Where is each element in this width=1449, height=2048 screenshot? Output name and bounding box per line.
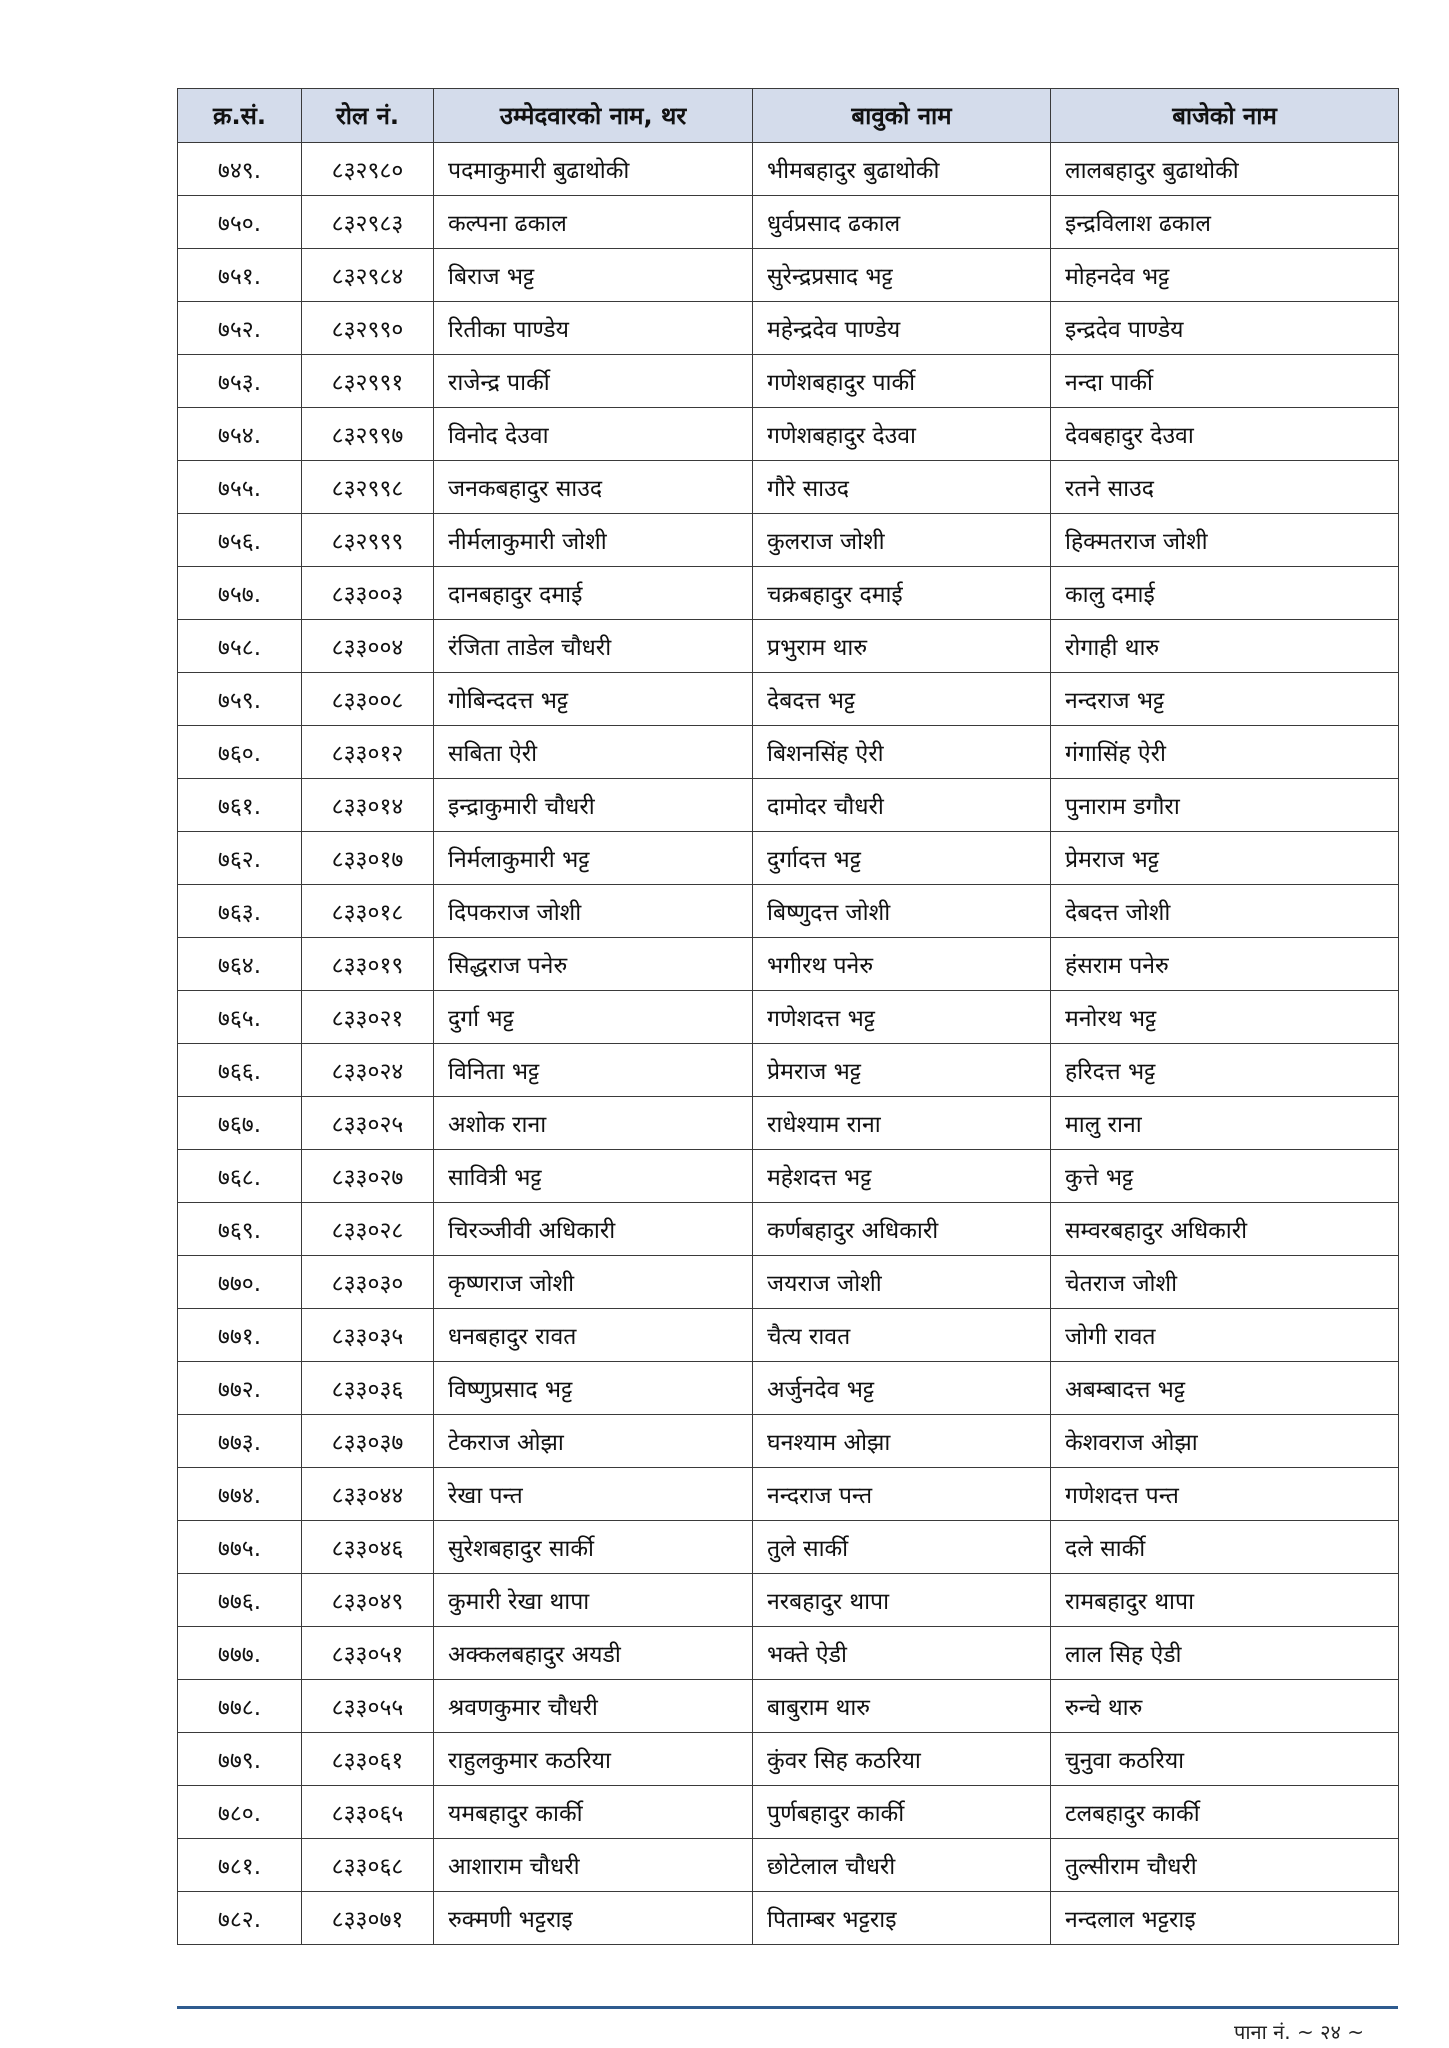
father-name-cell: दामोदर चौधरी [753, 779, 1051, 832]
serial-cell: ७५०. [178, 196, 302, 249]
candidate-name-cell: चिरञ्जीवी अधिकारी [434, 1203, 753, 1256]
candidate-name-cell: नीर्मलाकुमारी जोशी [434, 514, 753, 567]
father-name-cell: बाबुराम थारु [753, 1680, 1051, 1733]
roll-cell: ८३२९९० [302, 302, 434, 355]
table-row [178, 196, 1399, 249]
roll-cell: ८३३०६८ [302, 1839, 434, 1892]
table-row [178, 355, 1399, 408]
footer-divider [177, 2006, 1398, 2009]
father-name-cell: चक्रबहादुर दमाई [753, 567, 1051, 620]
grandfather-name-cell: चुनुवा कठरिया [1051, 1733, 1399, 1786]
grandfather-name-cell: लाल सिह ऐडी [1051, 1627, 1399, 1680]
father-name-cell: देबदत्त भट्ट [753, 673, 1051, 726]
roll-cell: ८३३०४६ [302, 1521, 434, 1574]
table-row [178, 249, 1399, 302]
candidate-name-cell: आशाराम चौधरी [434, 1839, 753, 1892]
roll-cell: ८३३०४४ [302, 1468, 434, 1521]
father-name-cell: बिष्णुदत्त जोशी [753, 885, 1051, 938]
grandfather-name-cell: पुनाराम डगौरा [1051, 779, 1399, 832]
table-row [178, 1839, 1399, 1892]
grandfather-name-cell: टलबहादुर कार्की [1051, 1786, 1399, 1839]
serial-cell: ७८२. [178, 1892, 302, 1945]
serial-cell: ७७०. [178, 1256, 302, 1309]
table-body [178, 143, 1399, 1945]
table-row [178, 1468, 1399, 1521]
father-name-cell: गणेशबहादुर पार्की [753, 355, 1051, 408]
page-number-value: ~ २४ ~ [1296, 2020, 1364, 2044]
header-candidate-name: उम्मेदवारको नाम, थर [434, 89, 753, 143]
grandfather-name-cell: रामबहादुर थापा [1051, 1574, 1399, 1627]
serial-cell: ७५२. [178, 302, 302, 355]
roll-cell: ८३३०१८ [302, 885, 434, 938]
table-row [178, 461, 1399, 514]
grandfather-name-cell: चेतराज जोशी [1051, 1256, 1399, 1309]
table-row [178, 143, 1399, 196]
father-name-cell: गणेशबहादुर देउवा [753, 408, 1051, 461]
header-serial: क्र.सं. [178, 89, 302, 143]
father-name-cell: पिताम्बर भट्टराइ [753, 1892, 1051, 1945]
candidate-name-cell: रेखा पन्त [434, 1468, 753, 1521]
roll-cell: ८३३०३६ [302, 1362, 434, 1415]
candidate-name-cell: दानबहादुर दमाई [434, 567, 753, 620]
table-row [178, 832, 1399, 885]
roll-cell: ८३३०६१ [302, 1733, 434, 1786]
serial-cell: ७५४. [178, 408, 302, 461]
candidate-name-cell: निर्मलाकुमारी भट्ट [434, 832, 753, 885]
table-row [178, 1044, 1399, 1097]
table-row [178, 1733, 1399, 1786]
serial-cell: ७७५. [178, 1521, 302, 1574]
table-row [178, 1415, 1399, 1468]
candidate-name-cell: राजेन्द्र पार्की [434, 355, 753, 408]
serial-cell: ७५६. [178, 514, 302, 567]
father-name-cell: नरबहादुर थापा [753, 1574, 1051, 1627]
father-name-cell: प्रेमराज भट्ट [753, 1044, 1051, 1097]
table-row [178, 1892, 1399, 1945]
roll-cell: ८३३०४९ [302, 1574, 434, 1627]
roll-cell: ८३२९९७ [302, 408, 434, 461]
candidate-name-cell: सिद्धराज पनेरु [434, 938, 753, 991]
serial-cell: ७६६. [178, 1044, 302, 1097]
roll-cell: ८३३००४ [302, 620, 434, 673]
serial-cell: ७६७. [178, 1097, 302, 1150]
father-name-cell: चैत्य रावत [753, 1309, 1051, 1362]
father-name-cell: भीमबहादुर बुढाथोकी [753, 143, 1051, 196]
table-row [178, 514, 1399, 567]
grandfather-name-cell: गंगासिंह ऐरी [1051, 726, 1399, 779]
grandfather-name-cell: देबदत्त जोशी [1051, 885, 1399, 938]
candidate-name-cell: अशोक राना [434, 1097, 753, 1150]
grandfather-name-cell: हरिदत्त भट्ट [1051, 1044, 1399, 1097]
candidate-name-cell: गोबिन्ददत्त भट्ट [434, 673, 753, 726]
serial-cell: ७६१. [178, 779, 302, 832]
header-father-name: बावुको नाम [753, 89, 1051, 143]
grandfather-name-cell: सम्वरबहादुर अधिकारी [1051, 1203, 1399, 1256]
candidate-name-cell: सबिता ऐरी [434, 726, 753, 779]
father-name-cell: बिशनसिंह ऐरी [753, 726, 1051, 779]
father-name-cell: तुले सार्की [753, 1521, 1051, 1574]
serial-cell: ७७६. [178, 1574, 302, 1627]
serial-cell: ७७९. [178, 1733, 302, 1786]
serial-cell: ७७१. [178, 1309, 302, 1362]
grandfather-name-cell: नन्दा पार्की [1051, 355, 1399, 408]
candidate-name-cell: टेकराज ओझा [434, 1415, 753, 1468]
grandfather-name-cell: प्रेमराज भट्ट [1051, 832, 1399, 885]
grandfather-name-cell: हिक्मतराज जोशी [1051, 514, 1399, 567]
table-row [178, 567, 1399, 620]
father-name-cell: कुंवर सिह कठरिया [753, 1733, 1051, 1786]
father-name-cell: अर्जुनदेव भट्ट [753, 1362, 1051, 1415]
table-row [178, 1680, 1399, 1733]
grandfather-name-cell: अबम्बादत्त भट्ट [1051, 1362, 1399, 1415]
table-row [178, 673, 1399, 726]
roll-cell: ८३३०२४ [302, 1044, 434, 1097]
candidate-name-cell: कल्पना ढकाल [434, 196, 753, 249]
table-row [178, 408, 1399, 461]
roll-cell: ८३२९८० [302, 143, 434, 196]
candidate-name-cell: यमबहादुर कार्की [434, 1786, 753, 1839]
roll-cell: ८३३०५५ [302, 1680, 434, 1733]
candidate-name-cell: विनोद देउवा [434, 408, 753, 461]
table-row [178, 1150, 1399, 1203]
table-row [178, 779, 1399, 832]
grandfather-name-cell: रोगाही थारु [1051, 620, 1399, 673]
serial-cell: ७६०. [178, 726, 302, 779]
candidate-table [177, 88, 1399, 1945]
serial-cell: ७७२. [178, 1362, 302, 1415]
roll-cell: ८३२९९८ [302, 461, 434, 514]
serial-cell: ७७८. [178, 1680, 302, 1733]
table-row [178, 726, 1399, 779]
grandfather-name-cell: रुन्चे थारु [1051, 1680, 1399, 1733]
candidate-name-cell: जनकबहादुर साउद [434, 461, 753, 514]
serial-cell: ७६८. [178, 1150, 302, 1203]
candidate-name-cell: कुमारी रेखा थापा [434, 1574, 753, 1627]
serial-cell: ७८०. [178, 1786, 302, 1839]
grandfather-name-cell: तुल्सीराम चौधरी [1051, 1839, 1399, 1892]
father-name-cell: जयराज जोशी [753, 1256, 1051, 1309]
roll-cell: ८३२९९९ [302, 514, 434, 567]
table-row [178, 885, 1399, 938]
serial-cell: ७६३. [178, 885, 302, 938]
father-name-cell: राधेश्याम राना [753, 1097, 1051, 1150]
table-row [178, 620, 1399, 673]
candidate-name-cell: सुरेशबहादुर सार्की [434, 1521, 753, 1574]
candidate-name-cell: सावित्री भट्ट [434, 1150, 753, 1203]
grandfather-name-cell: मालु राना [1051, 1097, 1399, 1150]
roll-cell: ८३३०२१ [302, 991, 434, 1044]
roll-cell: ८३३०३७ [302, 1415, 434, 1468]
table-row [178, 1256, 1399, 1309]
grandfather-name-cell: हंसराम पनेरु [1051, 938, 1399, 991]
father-name-cell: नन्दराज पन्त [753, 1468, 1051, 1521]
page-label: पाना नं. [1233, 2020, 1291, 2044]
father-name-cell: गणेशदत्त भट्ट [753, 991, 1051, 1044]
roll-cell: ८३३०२८ [302, 1203, 434, 1256]
grandfather-name-cell: नन्दराज भट्ट [1051, 673, 1399, 726]
table-row [178, 1574, 1399, 1627]
table-row [178, 302, 1399, 355]
serial-cell: ७५१. [178, 249, 302, 302]
table-row [178, 1786, 1399, 1839]
serial-cell: ७७४. [178, 1468, 302, 1521]
roll-cell: ८३३०५१ [302, 1627, 434, 1680]
candidate-name-cell: विनिता भट्ट [434, 1044, 753, 1097]
candidate-name-cell: रंजिता ताडेल चौधरी [434, 620, 753, 673]
grandfather-name-cell: केशवराज ओझा [1051, 1415, 1399, 1468]
candidate-name-cell: बिराज भट्ट [434, 249, 753, 302]
roll-cell: ८३३००८ [302, 673, 434, 726]
grandfather-name-cell: कुत्ते भट्ट [1051, 1150, 1399, 1203]
grandfather-name-cell: लालबहादुर बुढाथोकी [1051, 143, 1399, 196]
roll-cell: ८३३०२५ [302, 1097, 434, 1150]
roll-cell: ८३३०२७ [302, 1150, 434, 1203]
serial-cell: ७७७. [178, 1627, 302, 1680]
table-row [178, 938, 1399, 991]
grandfather-name-cell: मनोरथ भट्ट [1051, 991, 1399, 1044]
roll-cell: ८३३०७१ [302, 1892, 434, 1945]
serial-cell: ७५३. [178, 355, 302, 408]
father-name-cell: घनश्याम ओझा [753, 1415, 1051, 1468]
table-row [178, 991, 1399, 1044]
candidate-name-cell: राहुलकुमार कठरिया [434, 1733, 753, 1786]
roll-cell: ८३३०१९ [302, 938, 434, 991]
table-row [178, 1309, 1399, 1362]
candidate-name-cell: दुर्गा भट्ट [434, 991, 753, 1044]
serial-cell: ७६४. [178, 938, 302, 991]
father-name-cell: महेशदत्त भट्ट [753, 1150, 1051, 1203]
father-name-cell: भक्ते ऐडी [753, 1627, 1051, 1680]
candidate-name-cell: पदमाकुमारी बुढाथोकी [434, 143, 753, 196]
serial-cell: ७७३. [178, 1415, 302, 1468]
header-roll: रोल नं. [302, 89, 434, 143]
serial-cell: ७५५. [178, 461, 302, 514]
serial-cell: ७४९. [178, 143, 302, 196]
father-name-cell: धुर्वप्रसाद ढकाल [753, 196, 1051, 249]
roll-cell: ८३३०३५ [302, 1309, 434, 1362]
grandfather-name-cell: मोहनदेव भट्ट [1051, 249, 1399, 302]
father-name-cell: महेन्द्रदेव पाण्डेय [753, 302, 1051, 355]
candidate-name-cell: कृष्णराज जोशी [434, 1256, 753, 1309]
grandfather-name-cell: रतने साउद [1051, 461, 1399, 514]
roll-cell: ८३२९८३ [302, 196, 434, 249]
father-name-cell: कर्णबहादुर अधिकारी [753, 1203, 1051, 1256]
grandfather-name-cell: इन्द्रविलाश ढकाल [1051, 196, 1399, 249]
serial-cell: ७५८. [178, 620, 302, 673]
father-name-cell: सुरेन्द्रप्रसाद भट्ट [753, 249, 1051, 302]
table-row [178, 1627, 1399, 1680]
candidate-name-cell: दिपकराज जोशी [434, 885, 753, 938]
table-header [178, 89, 1399, 143]
grandfather-name-cell: कालु दमाई [1051, 567, 1399, 620]
father-name-cell: दुर्गादत्त भट्ट [753, 832, 1051, 885]
candidate-name-cell: रितीका पाण्डेय [434, 302, 753, 355]
serial-cell: ७६९. [178, 1203, 302, 1256]
candidate-name-cell: श्रवणकुमार चौधरी [434, 1680, 753, 1733]
serial-cell: ७६५. [178, 991, 302, 1044]
candidate-name-cell: अक्कलबहादुर अयडी [434, 1627, 753, 1680]
grandfather-name-cell: देवबहादुर देउवा [1051, 408, 1399, 461]
table-row [178, 1521, 1399, 1574]
roll-cell: ८३३०१७ [302, 832, 434, 885]
father-name-cell: प्रभुराम थारु [753, 620, 1051, 673]
roll-cell: ८३३०१२ [302, 726, 434, 779]
candidate-name-cell: विष्णुप्रसाद भट्ट [434, 1362, 753, 1415]
header-row [178, 89, 1399, 143]
father-name-cell: पुर्णबहादुर कार्की [753, 1786, 1051, 1839]
grandfather-name-cell: इन्द्रदेव पाण्डेय [1051, 302, 1399, 355]
table-row [178, 1203, 1399, 1256]
candidate-name-cell: धनबहादुर रावत [434, 1309, 753, 1362]
table-row [178, 1097, 1399, 1150]
grandfather-name-cell: जोगी रावत [1051, 1309, 1399, 1362]
grandfather-name-cell: गणेशदत्त पन्त [1051, 1468, 1399, 1521]
roll-cell: ८३३०१४ [302, 779, 434, 832]
candidate-name-cell: रुक्मणी भट्टराइ [434, 1892, 753, 1945]
serial-cell: ७५७. [178, 567, 302, 620]
table-row [178, 1362, 1399, 1415]
grandfather-name-cell: नन्दलाल भट्टराइ [1051, 1892, 1399, 1945]
father-name-cell: कुलराज जोशी [753, 514, 1051, 567]
candidate-name-cell: इन्द्राकुमारी चौधरी [434, 779, 753, 832]
roll-cell: ८३३०३० [302, 1256, 434, 1309]
roll-cell: ८३३००३ [302, 567, 434, 620]
roll-cell: ८३२९९१ [302, 355, 434, 408]
serial-cell: ७८१. [178, 1839, 302, 1892]
serial-cell: ७६२. [178, 832, 302, 885]
grandfather-name-cell: दले सार्की [1051, 1521, 1399, 1574]
serial-cell: ७५९. [178, 673, 302, 726]
roll-cell: ८३२९८४ [302, 249, 434, 302]
page-number [1234, 2018, 1364, 2045]
father-name-cell: छोटेलाल चौधरी [753, 1839, 1051, 1892]
header-grandfather-name: बाजेको नाम [1051, 89, 1399, 143]
father-name-cell: भगीरथ पनेरु [753, 938, 1051, 991]
father-name-cell: गौरे साउद [753, 461, 1051, 514]
roll-cell: ८३३०६५ [302, 1786, 434, 1839]
